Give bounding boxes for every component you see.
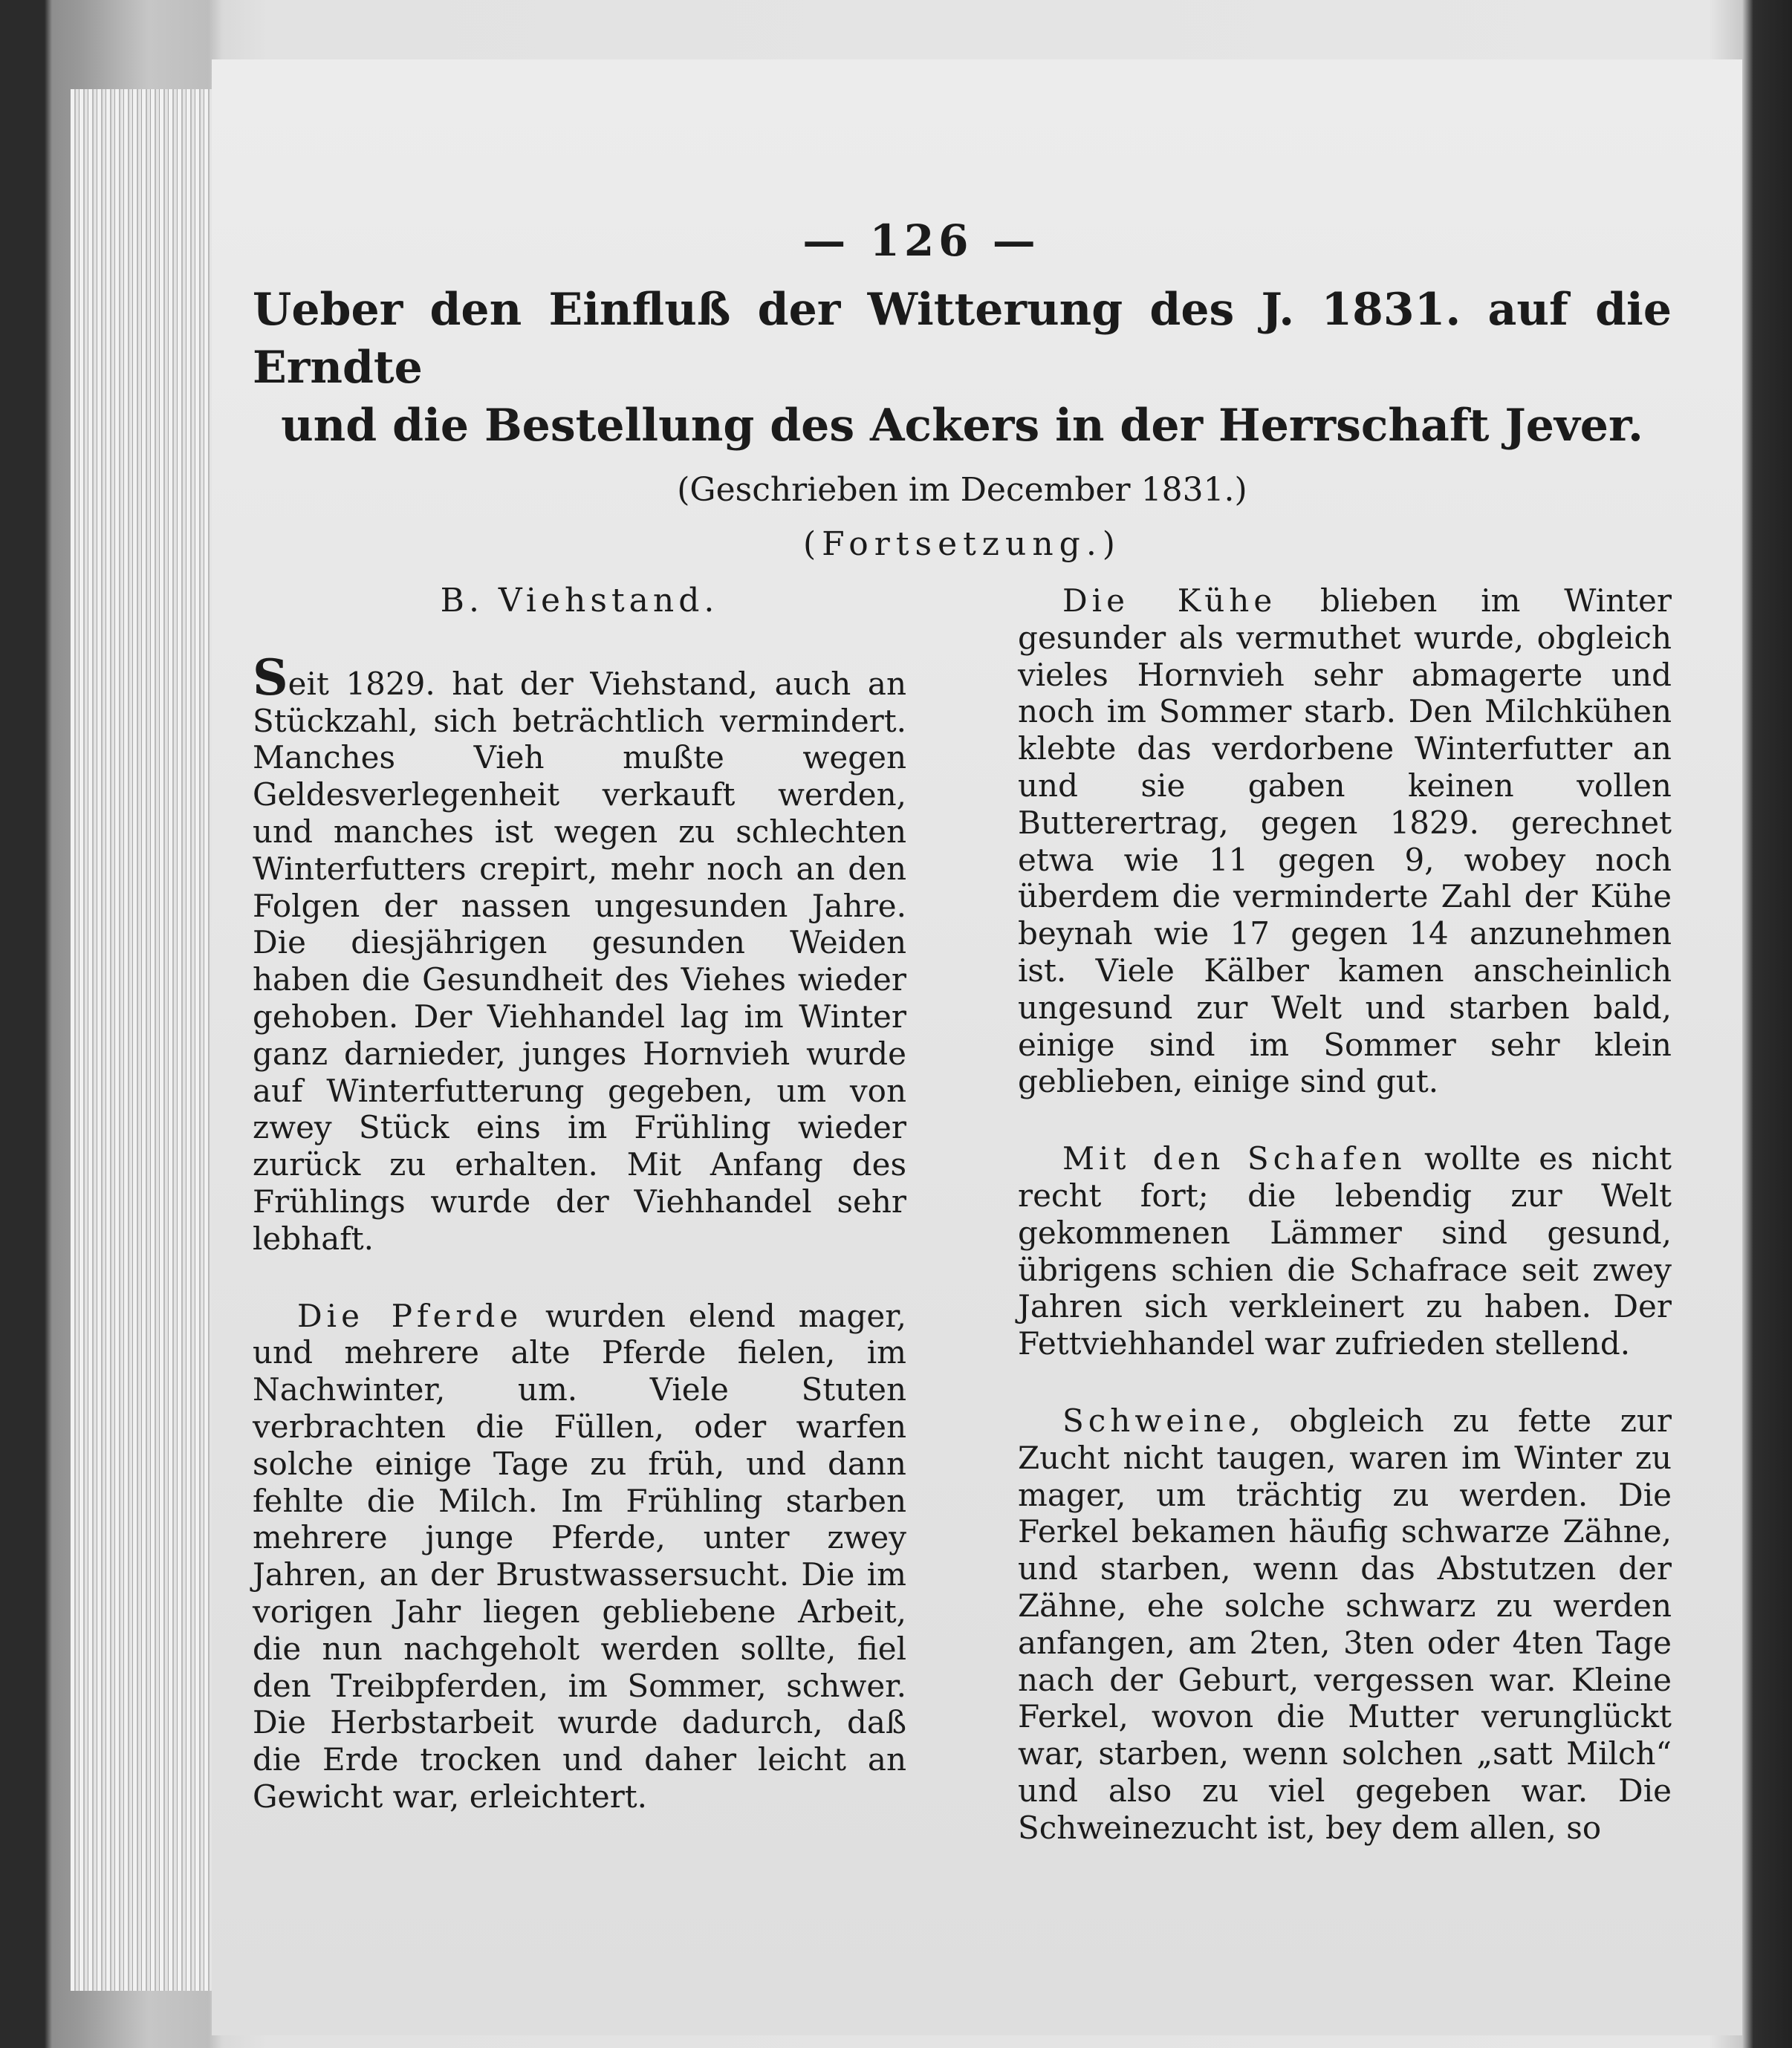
title-line-1: Ueber den Einfluß der Witterung des J. 1831. auf die Erndte xyxy=(253,284,1672,394)
paragraph: Schweine, obgleich zu fette zur Zucht nicht taugen, waren im Winter zu mager, um trächtig zu werden. Die Ferkel bekamen häufig schwarze Zähne, und starben, wenn das Abstutzen der Zähne, ehe solche schwarz zu werden anfangen, am 2ten, 3ten oder 4ten Tage nach der Geburt, vergessen war. Kleine Ferkel, wovon die Mutter verunglückt war, starben, wenn solchen „satt Milch“ und also zu viel gegeben war. Die Schweinezucht ist, bey dem allen, so xyxy=(1018,1402,1672,1846)
article-title xyxy=(253,281,1672,455)
continuation-note: (Fortsetzung.) xyxy=(803,525,1121,563)
spaced-lead: Die Kühe xyxy=(1062,582,1277,619)
paragraph: Mit den Schafen wollte es nicht recht fort; die lebendig zur Welt gekommenen Lämmer sind gesund, übrigens schien die Schafrace seit zwey Jahren sich verkleinert zu haben. Der Fettviehhandel war zufrieden stellend. xyxy=(1018,1140,1672,1362)
left-column xyxy=(253,582,906,1847)
article-subtitle: (Geschrieben im December 1831.) xyxy=(677,471,1247,509)
right-column xyxy=(1018,582,1672,1847)
spaced-lead: Die Pferde xyxy=(297,1297,523,1334)
spaced-lead: Schweine xyxy=(1062,1402,1251,1439)
paragraph: Die Kühe blieben im Winter gesunder als vermuthet wurde, obgleich vieles Hornvieh sehr abmagerte und noch im Sommer starb. Den Milchkühen klebte das verdorbene Winterfutter an und sie gaben keinen vollen Butterertrag, gegen 1829. gerechnet etwa wie 11 gegen 9, wobey noch überdem die verminderte Zahl der Kühe beynah wie 17 gegen 14 anzunehmen ist. Viele Kälber kamen anscheinlich ungesund zur Welt und starben bald, einige sind im Sommer sehr klein geblieben, einige sind gut. xyxy=(1018,582,1672,1100)
text-columns xyxy=(253,582,1672,1847)
title-line-2: und die Bestellung des Ackers in der Herrschaft Jever. xyxy=(281,400,1643,452)
page-number: — 126 — xyxy=(802,215,1040,266)
paragraph: Seit 1829. hat der Viehstand, auch an Stückzahl, sich beträchtlich vermindert. Manches Vieh mußte wegen Geldesverlegenheit verkauft werden, und manches ist wegen zu schlechten Winterfutters crepirt, mehr noch an den Folgen der nassen ungesunden Jahre. Die diesjährigen gesunden Weiden haben die Gesundheit des Viehes wieder gehoben. Der Viehhandel lag im Winter ganz darnieder, junges Hornvieh wurde auf Winterfutterung gegeben, um von zwey Stück eins im Frühling wieder zurück zu erhalten. Mit Anfang des Frühlings wurde der Viehhandel sehr lebhaft. xyxy=(253,648,906,1257)
page-content xyxy=(253,215,1672,1847)
section-heading: B. Viehstand. xyxy=(440,582,719,620)
spaced-lead: Mit den Schafen xyxy=(1062,1140,1406,1177)
paragraph: Die Pferde wurden elend mager, und mehrere alte Pferde fielen, im Nachwinter, um. Viele Stuten verbrachten die Füllen, oder warfen solche einige Tage zu früh, und dann fehlte die Milch. Im Frühling starben mehrere junge Pferde, unter zwey Jahren, an der Brustwassersucht. Die im vorigen Jahr liegen gebliebene Arbeit, die nun nachgeholt werden sollte, fiel den Treibpferden, im Sommer, schwer. Die Herbstarbeit wurde dadurch, daß die Erde trocken und daher leicht an Gewicht war, erleichtert. xyxy=(253,1297,907,1815)
page-edges xyxy=(71,89,213,1991)
drop-cap: S xyxy=(253,648,288,706)
